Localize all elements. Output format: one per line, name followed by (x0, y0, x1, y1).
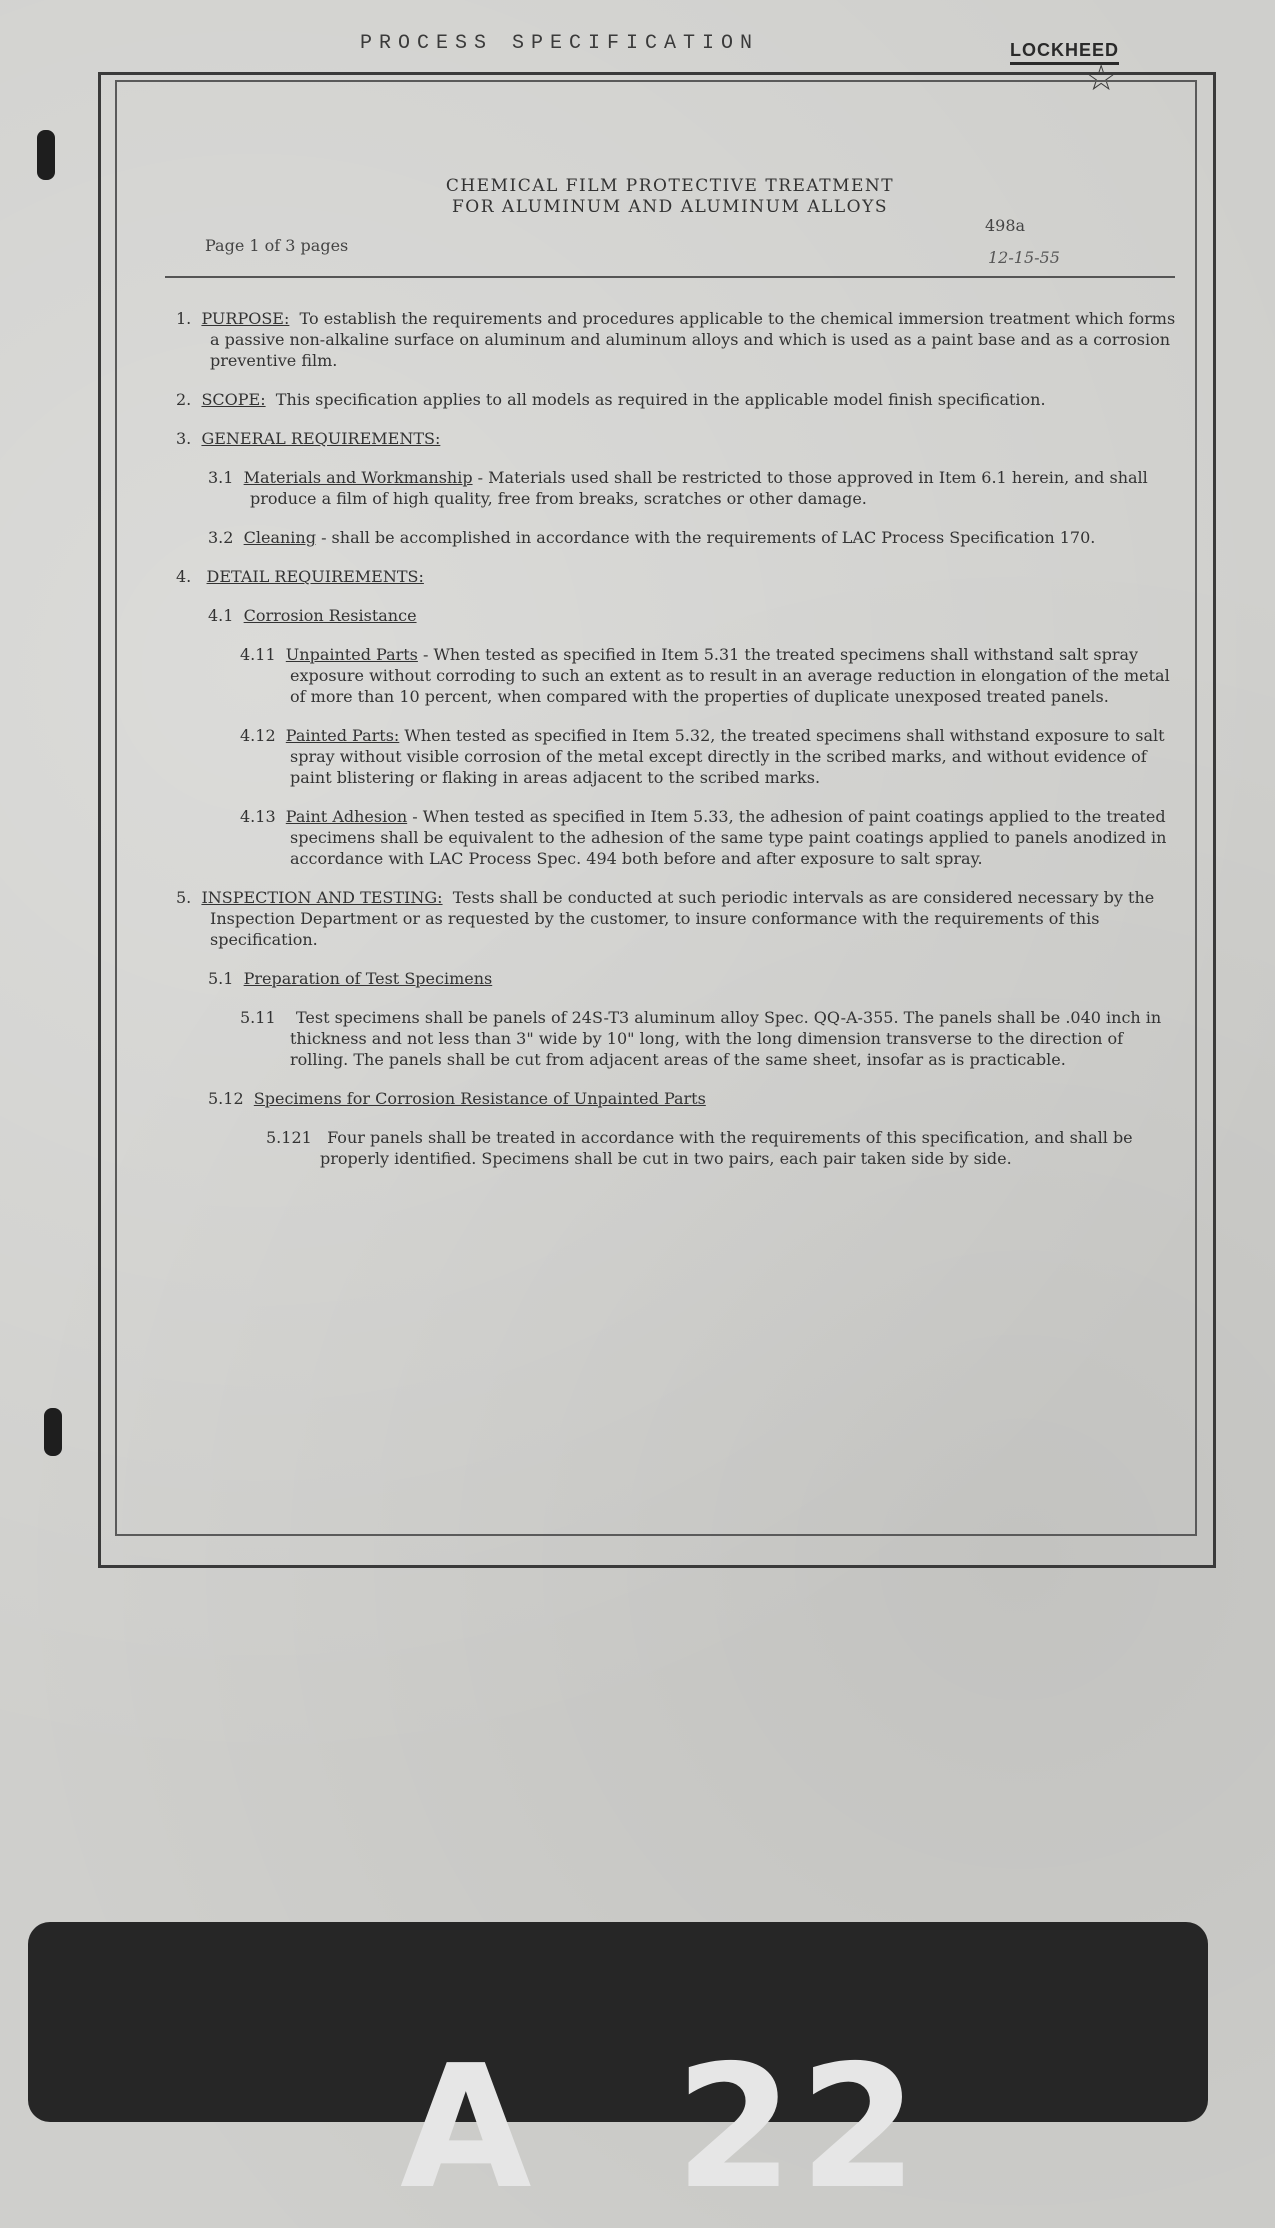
section-heading: PURPOSE: (201, 309, 290, 328)
lockheed-logo: LOCKHEED (1010, 40, 1119, 65)
section-purpose: 1. PURPOSE: To establish the requirements and procedures applicable to the chemical immersion treatment which forms a passive non-alkaline surface on aluminum and aluminum alloys and which is used as a paint base and as a corrosion preventive film. (176, 309, 1176, 370)
section-5-11: 5.11 Test specimens shall be panels of 24S-T3 aluminum alloy Spec. QQ-A-355. The panels shall be .040 inch in thickness and not less than 3" wide by 10" long, with the long dimension transverse to the direction of rolling. The panels shall be cut from adjacent areas of the same sheet, insofar as is practicable. (240, 1008, 1162, 1069)
header-title: PROCESS SPECIFICATION (360, 32, 760, 55)
section-heading: INSPECTION AND TESTING: (201, 888, 443, 907)
section-heading: Preparation of Test Specimens (243, 969, 493, 988)
section-5-12: 5.12 Specimens for Corrosion Resistance of Unpainted Parts (208, 1089, 706, 1108)
spec-date: 12-15-55 (988, 248, 1060, 267)
section-heading: Painted Parts: (285, 726, 400, 745)
section-heading: Materials and Workmanship (243, 468, 473, 487)
section-general-requirements: 3. GENERAL REQUIREMENTS: (176, 429, 441, 448)
section-heading: GENERAL REQUIREMENTS: (201, 429, 441, 448)
document-body (170, 308, 1180, 1187)
binder-hole-bottom (44, 1408, 62, 1456)
section-inspection-testing: 5. INSPECTION AND TESTING: Tests shall be conducted at such periodic intervals as are considered necessary by the Inspection Department or as requested by the customer, to insure conformance with the requirements of this specification. (176, 888, 1155, 949)
section-scope: 2. SCOPE: This specification applies to all models as required in the applicable model finish specification. (176, 390, 1046, 409)
title-line-1: CHEMICAL FILM PROTECTIVE TREATMENT (445, 176, 895, 196)
section-4-11: 4.11 Unpainted Parts - When tested as specified in Item 5.31 the treated specimens shall withstand salt spray exposure without corroding to such an extent as to result in an average reduction in elongation of the metal of more than 10 percent, when compared with the properties of duplicate unexposed treated panels. (240, 645, 1170, 706)
section-3-1: 3.1 Materials and Workmanship - Materials used shall be restricted to those approved in Item 6.1 herein, and shall produce a film of high quality, free from breaks, scratches or other damage. (208, 468, 1148, 508)
section-heading: Corrosion Resistance (243, 606, 417, 625)
section-5-1: 5.1 Preparation of Test Specimens (208, 969, 493, 988)
section-heading: Specimens for Corrosion Resistance of Unpainted Parts (253, 1089, 706, 1108)
section-heading: DETAIL REQUIREMENTS: (206, 567, 424, 586)
section-4-1: 4.1 Corrosion Resistance (208, 606, 417, 625)
section-detail-requirements: 4. DETAIL REQUIREMENTS: (176, 567, 424, 586)
page-info: Page 1 of 3 pages (205, 236, 349, 255)
section-3-2: 3.2 Cleaning - shall be accomplished in accordance with the requirements of LAC Process Specification 170. (208, 528, 1096, 547)
section-heading: Unpainted Parts (285, 645, 418, 664)
frame-letter: A (400, 2029, 532, 2227)
binder-hole-top (37, 130, 55, 180)
section-heading: SCOPE: (201, 390, 266, 409)
section-heading: Cleaning (243, 528, 316, 547)
title-line-2: FOR ALUMINUM AND ALUMINUM ALLOYS (452, 197, 888, 217)
frame-label-bar (28, 1922, 1208, 2122)
section-4-13: 4.13 Paint Adhesion - When tested as specified in Item 5.33, the adhesion of paint coatings applied to the treated specimens shall be equivalent to the adhesion of the same type paint coatings applied to panels anodized in accordance with LAC Process Spec. 494 both before and after exposure to salt spray. (240, 807, 1167, 868)
section-4-12: 4.12 Painted Parts: When tested as specified in Item 5.32, the treated specimens shall withstand exposure to salt spray without visible corrosion of the metal except directly in the scribed marks, and without evidence of paint blistering or flaking in areas adjacent to the scribed marks. (240, 726, 1165, 787)
spec-number: 498a (985, 216, 1026, 235)
section-heading: Paint Adhesion (285, 807, 408, 826)
section-5-121: 5.121 Four panels shall be treated in accordance with the requirements of this specification, and shall be properly identified. Specimens shall be cut in two pairs, each pair taken side by side. (266, 1128, 1133, 1168)
frame-number: 22 (675, 2029, 924, 2227)
header-rule (165, 276, 1175, 278)
star-icon: ☆ (1085, 58, 1118, 99)
document-title (360, 176, 980, 218)
